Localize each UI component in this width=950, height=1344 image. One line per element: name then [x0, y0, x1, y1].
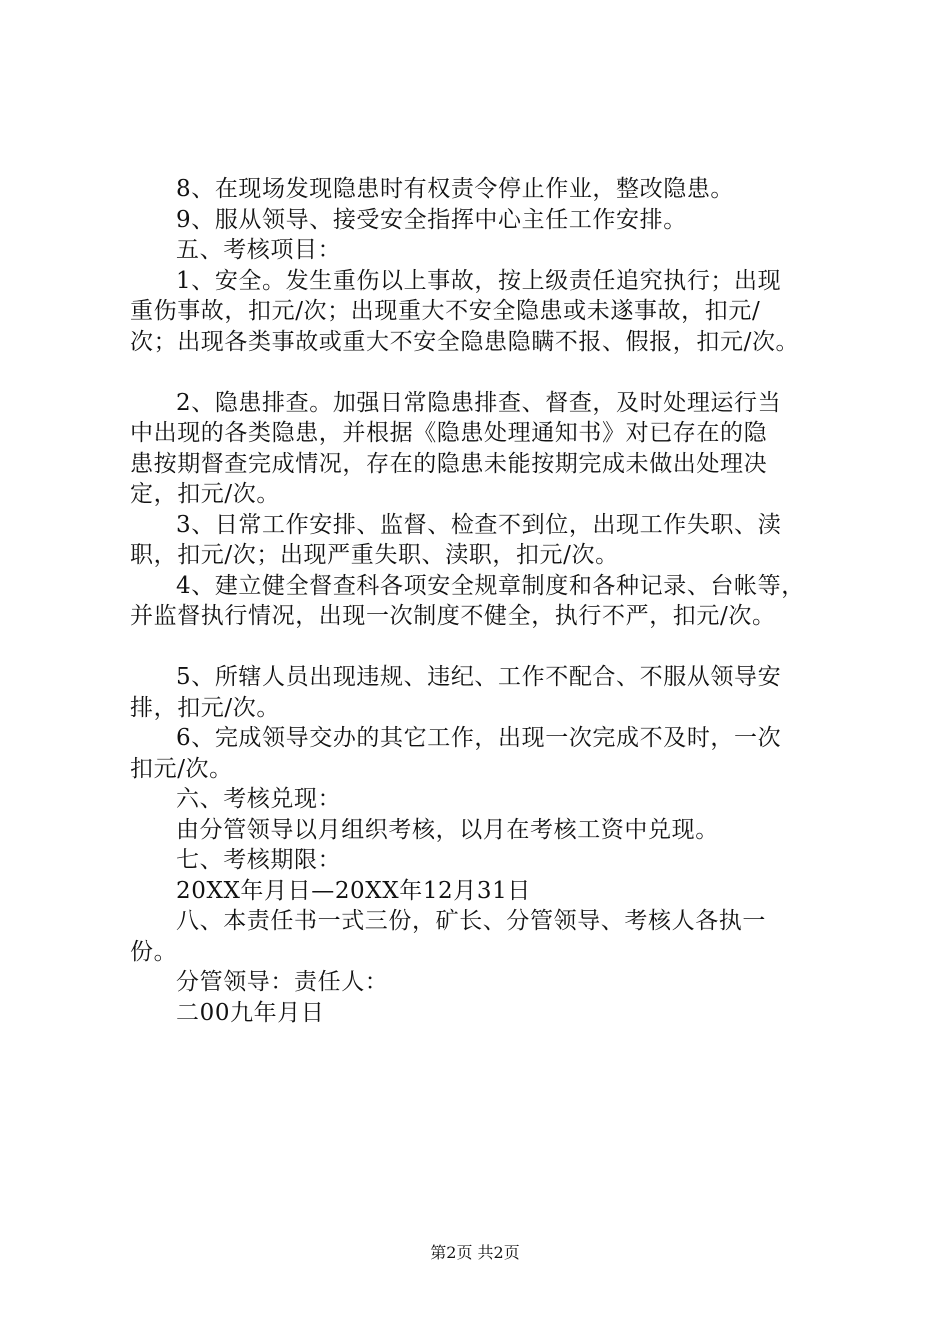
item-5-line-1: 5、所辖人员出现违规、违纪、工作不配合、不服从领导安 — [176, 664, 782, 690]
clause-8: 8、在现场发现隐患时有权责令停止作业，整改隐患。 — [176, 176, 735, 202]
section-6-text: 由分管领导以月组织考核，以月在考核工资中兑现。 — [176, 816, 719, 843]
clause-9: 9、服从领导、接受安全指挥中心主任工作安排。 — [176, 206, 687, 233]
item-3-line-1: 3、日常工作安排、监督、检查不到位，出现工作失职、渎 — [176, 511, 782, 538]
item-1-line-1: 1、安全。发生重伤以上事故，按上级责任追究执行；出现 — [176, 267, 782, 294]
section-8-line-1: 八、本责任书一式三份，矿长、分管领导、考核人各执一 — [176, 908, 766, 934]
item-4-line-2: 并监督执行情况，出现一次制度不健全，执行不严，扣元/次。 — [130, 603, 776, 629]
date-line: 二00九年月日 — [176, 999, 325, 1026]
item-6-line-2: 扣元/次。 — [130, 755, 233, 782]
paragraph-gap — [130, 357, 840, 388]
section-7-period: 20XX年月日—20XX年12月31日 — [176, 877, 531, 904]
item-2-line-2: 中出现的各类隐患，并根据《隐患处理通知书》对已存在的隐 — [130, 420, 768, 446]
document-body — [130, 174, 840, 1028]
signature-line: 分管领导：责任人： — [176, 969, 389, 995]
section-heading-7: 七、考核期限： — [176, 847, 342, 873]
item-5-line-2: 排，扣元/次。 — [130, 694, 280, 721]
item-3-line-2: 职，扣元/次；出现严重失职、渎职，扣元/次。 — [130, 542, 619, 568]
section-heading-6: 六、考核兑现： — [176, 786, 342, 812]
page-footer: 第2页 共2页 — [430, 1243, 520, 1262]
item-1-line-3: 次；出现各类事故或重大不安全隐患隐瞒不报、假报，扣元/次。 — [130, 328, 800, 355]
section-heading-5: 五、考核项目： — [176, 237, 342, 263]
item-6-line-1: 6、完成领导交办的其它工作，出现一次完成不及时，一次 — [176, 725, 782, 751]
item-2-line-3: 患按期督查完成情况，存在的隐患未能按期完成未做出处理决 — [130, 450, 768, 477]
item-2-line-1: 2、隐患排查。加强日常隐患排查、督查，及时处理运行当 — [176, 389, 782, 416]
item-4-line-1: 4、建立健全督查科各项安全规章制度和各种记录、台帐等， — [176, 572, 805, 599]
item-1-line-2: 重伤事故，扣元/次；出现重大不安全隐患或未遂事故，扣元/ — [130, 298, 761, 324]
paragraph-gap — [130, 632, 840, 663]
item-2-line-4: 定，扣元/次。 — [130, 481, 280, 507]
section-8-line-2: 份。 — [130, 938, 178, 965]
